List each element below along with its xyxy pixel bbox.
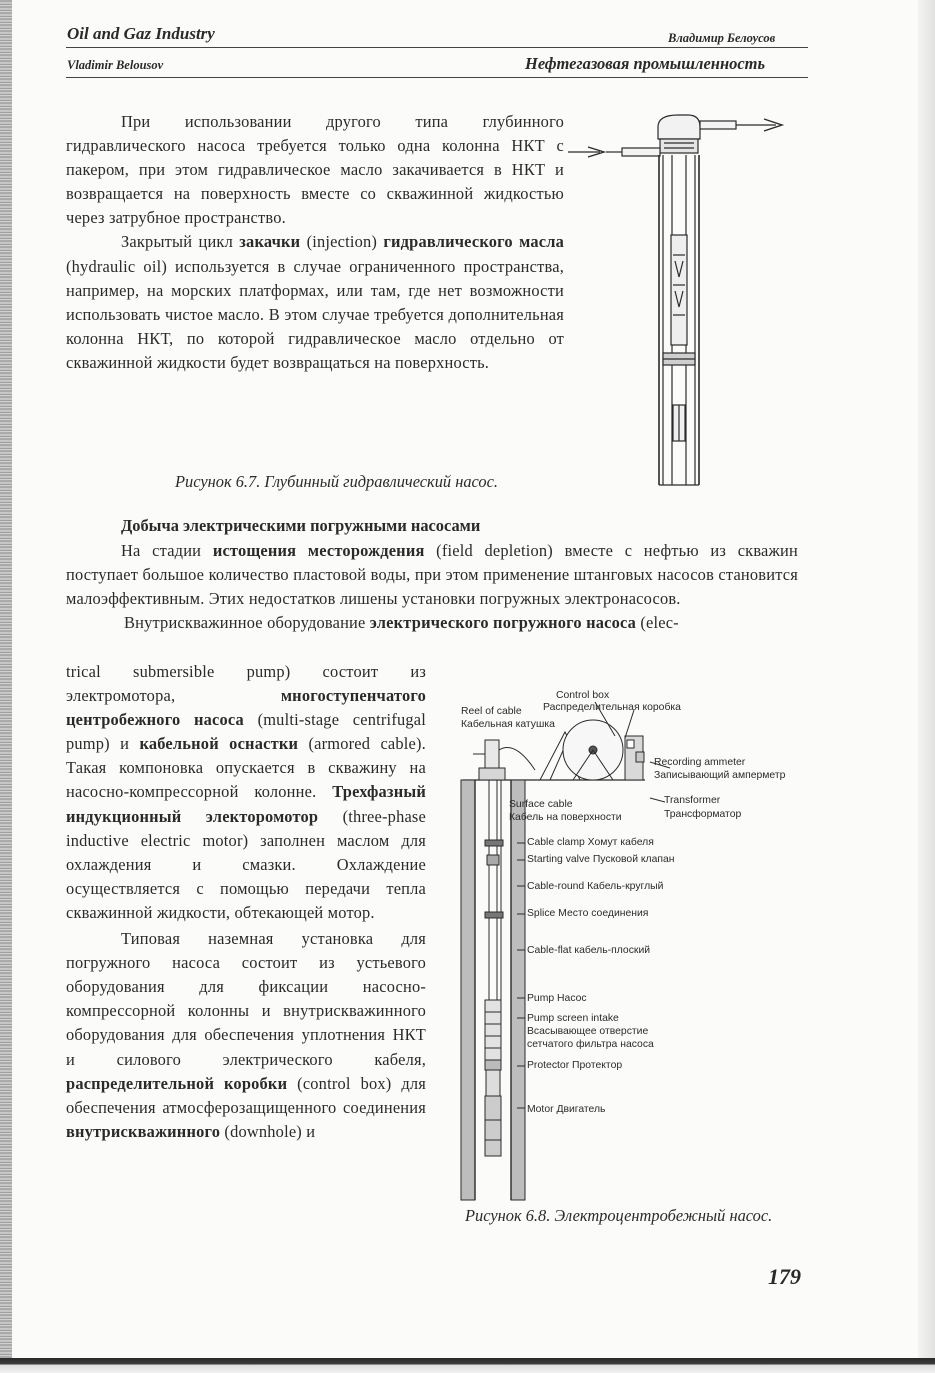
header-left-top: Oil and Gaz Industry xyxy=(67,24,215,43)
label-protector: Protector Протектор xyxy=(527,1060,623,1071)
header-rule-top xyxy=(66,47,808,48)
full-width-block xyxy=(66,539,798,635)
label-surface-cable-ru: Кабель на поверхности xyxy=(509,812,622,823)
header-rule-bottom xyxy=(66,77,808,78)
figure-6-7-caption: Рисунок 6.7. Глубинный гидравлический насос. xyxy=(175,472,498,491)
label-ammeter-en: Recording ammeter xyxy=(654,757,746,768)
label-cable-flat: Cable-flat кабель-плоский xyxy=(527,945,651,956)
label-pump: Pump Насос xyxy=(527,993,587,1004)
label-surface-cable-en: Surface cable xyxy=(509,799,573,810)
section-heading: Добыча электрическими погружными насосами xyxy=(121,516,481,535)
label-splice: Splice Место соединения xyxy=(527,908,649,919)
paragraph-5: Типовая наземная установка для погружного насоса состоит из устьевого оборудования для фиксации насосно-компрессорной колонны и внутрискважинного оборудования для обеспечения уплотнения НКТ и силового электрического кабеля, распределительной коробки (control box) для обеспечения атмосферозащищенного соединения внутрискважинного (downhole) и xyxy=(66,929,426,1141)
label-reel-ru: Кабельная катушка xyxy=(461,719,555,730)
paragraph-4-column: trical submersible pump) состоит из электромотора, многоступенчатого центробежного насоса (multi-stage centrifugal pump) и кабельной оснастки (armored cable). Такая компоновка опускается в скважину на насосно-компрессорной колонне. Трехфазный индукционный электоромотор (three-phase inductive electric motor) заполнен маслом для охлаждения и смазки. Охлаждение осуществляется с помощью передачи тепла скважинной жидкости, обтекающей мотор. xyxy=(66,662,426,922)
header-left-bottom: Vladimir Belousov xyxy=(67,58,164,72)
label-transformer-ru: Трансформатор xyxy=(664,809,742,820)
left-column-block xyxy=(66,660,426,1144)
label-cable-round: Cable-round Кабель-круглый xyxy=(527,881,664,892)
esp-pump-figure xyxy=(455,680,805,1205)
scan-edge-bottom xyxy=(0,1358,935,1373)
label-reel-en: Reel of cable xyxy=(461,706,522,717)
scan-edge-left xyxy=(0,0,12,1373)
label-pump-screen-3: сетчатого фильтра насоса xyxy=(527,1039,654,1050)
label-transformer-en: Transformer xyxy=(664,795,721,806)
scan-edge-right xyxy=(918,0,935,1373)
hydraulic-pump-figure xyxy=(560,105,800,490)
label-control-box-en: Control box xyxy=(556,690,610,701)
label-pump-screen-1: Pump screen intake xyxy=(527,1013,619,1024)
paragraph-2: Закрытый цикл закачки (injection) гидравлического масла (hydraulic oil) используется в случае ограниченного пространства, например, на морских платформах, или там, где нет возможности использовать чистое масло. В этом случае требуется дополнительная колонна НКТ, по которой гидравлическое масло отдельно от скважинной жидкости будет возвращаться на поверхность. xyxy=(66,232,564,372)
header-right-top: Владимир Белоусов xyxy=(668,31,776,45)
top-text-block xyxy=(66,110,564,375)
paragraph-3: На стадии истощения месторождения (field depletion) вместе с нефтью из скважин поступает большое количество пластовой воды, при этом применение штанговых насосов становится малоэффективным. Этих недостатков лишены установки погружных электронасосов. xyxy=(66,541,799,609)
label-starting-valve: Starting valve Пусковой клапан xyxy=(527,854,675,865)
figure-6-8-caption: Рисунок 6.8. Электроцентробежный насос. xyxy=(465,1206,773,1225)
label-ammeter-ru: Записывающий амперметр xyxy=(654,770,786,781)
label-cable-clamp: Cable clamp Хомут кабеля xyxy=(527,837,654,848)
header-right-bottom: Нефтегазовая промышленность xyxy=(525,54,766,73)
page-number: 179 xyxy=(768,1264,801,1289)
label-pump-screen-2: Всасывающее отверстие xyxy=(527,1026,649,1037)
paragraph-1: При использовании другого типа глубинного гидравлического насоса требуется только одна колонна НКТ с пакером, при этом гидравлическое масло закачивается в НКТ и возвращается на поверхность вместе со скважинной жидкостью через затрубное пространство. xyxy=(66,112,564,228)
label-control-box-ru: Распределительная коробка xyxy=(543,702,681,713)
paragraph-4-head: Внутрискважинное оборудование электрического погружного насоса (elec- xyxy=(124,613,679,633)
label-motor: Motor Двигатель xyxy=(527,1104,606,1115)
